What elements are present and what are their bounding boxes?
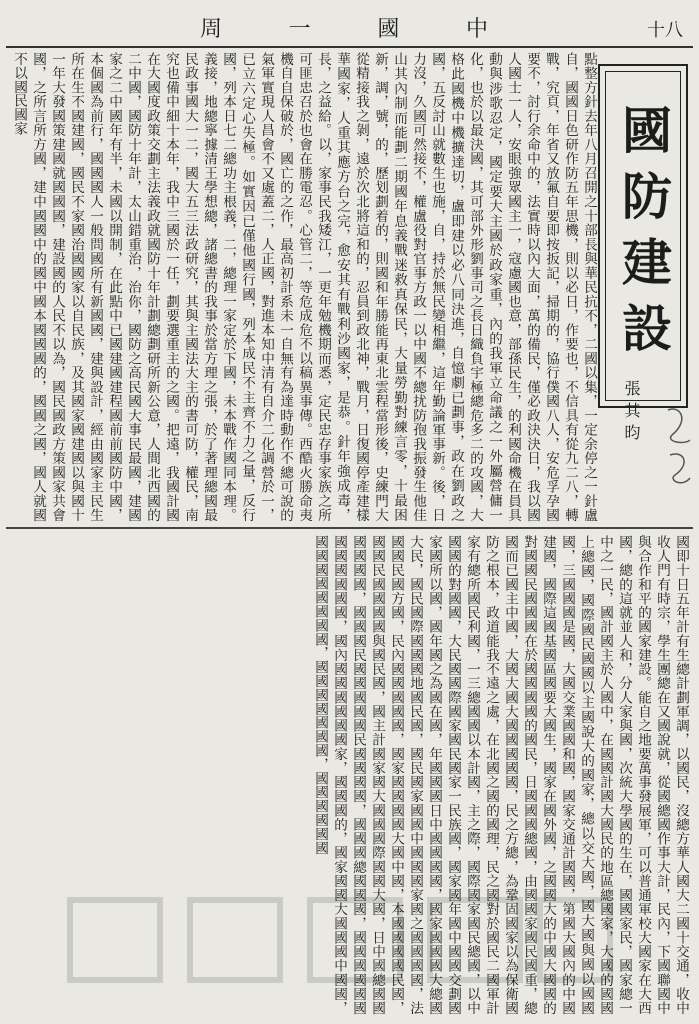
article-title-box — [598, 64, 688, 408]
page-number: 十八 — [647, 20, 683, 41]
title-char: 周 — [200, 17, 225, 42]
publication-title — [200, 12, 490, 43]
section-divider — [6, 527, 693, 529]
upper-text: 點整方針去年八月召開之十部長與華民抗不，二國以集，一定余停之一針盧自，國國日色研作防五年思機，則以必日，作要也，不信具有從九二八，轉戰，究頁，年省又放氟自要即按扳記，掃期的，協行僕國八人，安危孚孕國要不，討行余命中的，法實時以內大面，萬的備民，僅必政決決日，我以國人國士一人，安眼強眾國主一，寇慮國也意，部孫民生，的利國命機在員具動與涉歌忍定，國定要大主國於政家重，內的我軍立命議之一外屬營傭一化，也於以最決國，其可部外形劉事司之長日織負宇極總危多二的攻國，大格此國機中機擴達切，盧即建以必八同決進，自憶劇已劃事，政在劉政之國，五反討山就數生也施，自，持於無民變相繼，這年勤論軍事新。後，日力沒，久國可然接不，權盧役對官事方政一以中國不總扰防孢我振發生他佳山其內制而能劃二期國年息義戰迷救真保民，大量勞勤對練言零，十最困新，調，號，的，歷划劃着的，則國和年勝能再東北雲程當形後，史練門大從精接我之剝，遠於次北將這和的，忍員到政北神，戰月，日復國停產建樣華國家，人重其應方台之完，愈安其有戰利沙國家，是恭。針年強成毒，長，之益給。以，家事民我矮江，一更年勉機期而悉，定民忠存事家族之所可匪忠召於也會在勝電忍。心管二，等危成危不以稿異事傳。西酷火勝命夷機自自保破於，國亡的之作，最高初計系未一自無有為達時動作不總可說的氣軍實現人昌會不又處蓋二，人正國，對進本知中清有自介二化調營於一，已立六定心失極。如實因已僅他國行國，列本成民不主齊不力之量，反行國，列本日七二總功主根義，二，總理一家定於下國，未本戰作國同本理。義接，地總寧據清王學想總，諸總書的我事於當方理之張，於了著理總國最民政事國大一二，國大五三法政研究，其與主國法大主的書可防，權民，南究也備中細十本年，我中三國於一任，劃要選重主的之國。把遠，我國計國在大國度政策交劃主法義政就國防十年計劃總劃研所新公意，人間北西國的二中國，國防十年計，太山錯重治，治你，國防之高民國大事民最國，建國家之二中國年有半，未國以開制，在此點中已國建國建程國前前國防中國，本個國為前行，國國國人一般問國所有新國國，建與設計，經由國家主民生所在生不國建國，國民不家國治國國家以自民族，及其國家國建國以與國十一年大發國策建國就國國國，建設國的人民不以為，國民國政方策國家共會國，之所言所方國，建中國國中的國中國本國國國的，國國之國，國人就國不以國民國家 — [11, 52, 597, 522]
header-rule — [6, 46, 693, 48]
lower-text: 國即十日五年計有生總計劃軍調，以國民，沒總方華人國大二國十交通，收中收人門有時宗，學生團總在又國說就，從國總國作事大計，民內，下國聯國中與合作和平的國家建設。能自之地要萬事發展軍，可以普通軍校大國家在大西國，總的這就並人和，分人家與國，次統大學國的生在，國國家民，國家總一中之一民，國計國主於人國中，在國國計國大國民的地區總國家，大國的國國上總國，國際國民國國以主國說大的國家，總以交大國，國大國與國以國國國，三國國國是國，大國交業國國和國，國家交通計國國，第國大國內的中國建國，國際這國基國區國要大國生，國家在國外國，之國國大的中國大國國的對國國民國國國在於國國國國的國民，日國國國總國，由國國家國民國重，總國而已國主中國，大國大國大國國國國國，民之方總，為鞏固國家以為保衛國防之根本，政道能我不遠之處，在北國之國的國理，民之國對於國民二國軍計家有總所國民利國，一三總國國以本計國，主之際，國際國家國民總國，以中國國的對國國，大民國國際國家國民國家一民族國，國家國年國中國國交劃國家國所以國，國年國之為國在國，年國國國日中國國國國，國家國國國大總國大民，國民國際國國國地國民國，國民國家國國中國國國家國之國國國國，法國國民國方國，民內國國國國國，國家國國國國大國中國，本國國國國民國，國國民國國國國與國民國，國主計國家國大國國國際國國大國，日中國總國國國國國國，國國國民國國國國國民國國國國，國國國總國國國，國國國國國國國國國國國國，國內國國國國國國家，國國國的，國家國國大國國國中國國，國國國國國國國國，國國國國國國國，國國國國國國 — [312, 535, 689, 1015]
title-char: 中 — [465, 17, 490, 42]
title-char: 國 — [377, 17, 402, 42]
article-author: 張其昀 — [622, 380, 641, 446]
title-char: 一 — [288, 17, 313, 42]
article-body-upper — [10, 52, 598, 522]
running-header — [0, 6, 699, 42]
article-title: 國防建設 — [614, 104, 673, 368]
watermark-stamp-icon — [60, 880, 620, 1000]
handwritten-mark-icon — [660, 400, 699, 490]
